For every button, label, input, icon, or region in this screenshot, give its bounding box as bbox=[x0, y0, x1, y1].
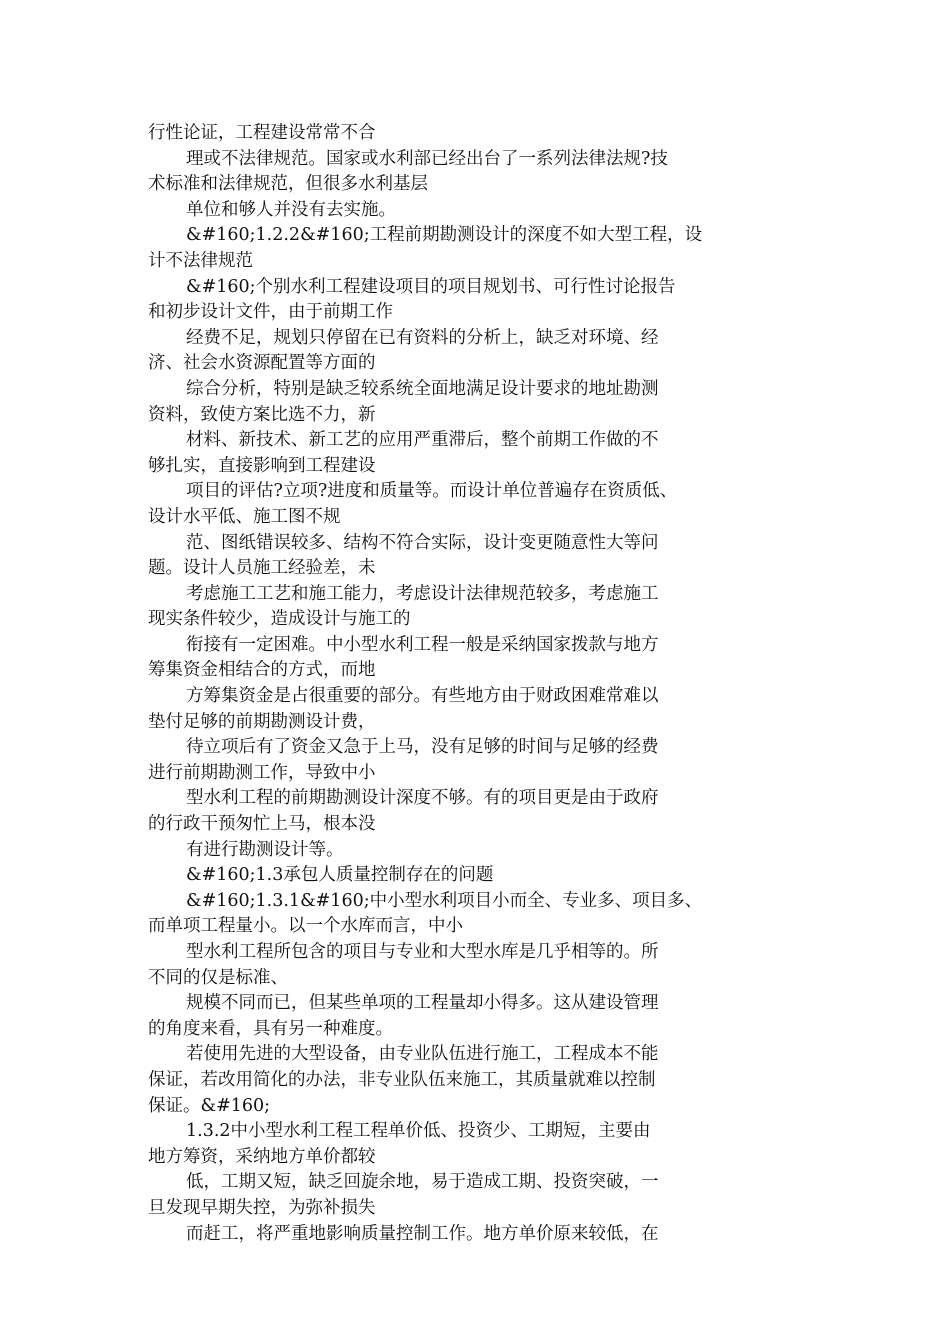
document-body bbox=[148, 121, 808, 1247]
text-line: 现实条件较少，造成设计与施工的 bbox=[148, 609, 411, 630]
paragraph bbox=[148, 377, 808, 428]
paragraph bbox=[148, 940, 808, 991]
text-line: 设计水平低、施工图不规 bbox=[148, 506, 341, 527]
text-line: 题。设计人员施工经验差，未 bbox=[148, 558, 376, 579]
paragraph bbox=[148, 326, 808, 377]
paragraph bbox=[148, 838, 808, 864]
paragraph bbox=[148, 1222, 808, 1248]
text-line: 衔接有一定困难。中小型水利工程一般是采纳国家拨款与地方 bbox=[186, 634, 659, 655]
paragraph bbox=[148, 1170, 808, 1221]
paragraph bbox=[148, 991, 808, 1042]
text-line: 垫付足够的前期勘测设计费， bbox=[148, 711, 376, 732]
text-line: 保证，若改用简化的办法，非专业队伍来施工，其质量就难以控制 bbox=[148, 1069, 656, 1090]
text-line: 低，工期又短，缺乏回旋余地，易于造成工期、投资突破，一 bbox=[186, 1172, 659, 1193]
paragraph bbox=[148, 786, 808, 837]
paragraph bbox=[148, 863, 808, 889]
text-line: 术标准和法律规范，但很多水利基层 bbox=[148, 174, 428, 195]
paragraph bbox=[148, 531, 808, 582]
text-line: 规模不同而已，但某些单项的工程量却小得多。这从建设管理 bbox=[186, 993, 659, 1014]
text-line: 旦发现早期失控，为弥补损失 bbox=[148, 1197, 376, 1218]
paragraph bbox=[148, 275, 808, 326]
text-line: 待立项后有了资金又急于上马，没有足够的时间与足够的经费 bbox=[186, 737, 659, 758]
paragraph bbox=[148, 684, 808, 735]
paragraph bbox=[148, 223, 808, 274]
text-line: 1.3.2中小型水利工程工程单价低、投资少、工期短，主要由 bbox=[186, 1121, 651, 1142]
text-line: 考虑施工工艺和施工能力，考虑设计法律规范较多，考虑施工 bbox=[186, 583, 659, 604]
text-line: 项目的评估?立项?进度和质量等。而设计单位普遍存在资质低、 bbox=[186, 481, 678, 502]
text-line: 保证。&#160; bbox=[148, 1095, 271, 1116]
text-line: 方筹集资金是占很重要的部分。有些地方由于财政困难常难以 bbox=[186, 686, 659, 707]
text-line: 的行政干预匆忙上马，根本没 bbox=[148, 814, 376, 835]
text-line: 行性论证，工程建设常常不合 bbox=[148, 123, 376, 143]
text-line: 有进行勘测设计等。 bbox=[186, 839, 344, 860]
text-line: 经费不足，规划只停留在已有资料的分析上，缺乏对环境、经 bbox=[186, 327, 659, 348]
text-line: &#160;1.3承包人质量控制存在的问题 bbox=[186, 865, 494, 886]
text-line: 型水利工程所包含的项目与专业和大型水库是几乎相等的。所 bbox=[186, 942, 659, 962]
text-line: 济、社会水资源配置等方面的 bbox=[148, 353, 376, 374]
text-line: 够扎实，直接影响到工程建设 bbox=[148, 455, 376, 476]
text-line: 而赶工，将严重地影响质量控制工作。地方单价原来较低，在 bbox=[186, 1223, 659, 1244]
paragraph bbox=[148, 147, 808, 198]
text-line: 资料，致使方案比选不力，新 bbox=[148, 404, 376, 425]
text-line: 综合分析，特别是缺乏较系统全面地满足设计要求的地址勘测 bbox=[186, 378, 659, 399]
paragraph bbox=[148, 428, 808, 479]
paragraph bbox=[148, 479, 808, 530]
paragraph bbox=[148, 121, 808, 147]
paragraph bbox=[148, 1042, 808, 1119]
paragraph bbox=[148, 1119, 808, 1170]
text-line: 的角度来看，具有另一种难度。 bbox=[148, 1018, 393, 1039]
text-line: 和初步设计文件，由于前期工作 bbox=[148, 302, 393, 323]
text-line: &#160;1.3.1&#160;中小型水利项目小而全、专业多、项目多、 bbox=[186, 890, 703, 911]
text-line: &#160;1.2.2&#160;工程前期勘测设计的深度不如大型工程，设 bbox=[186, 225, 703, 246]
text-line: 而单项工程量小。以一个水库而言，中小 bbox=[148, 916, 463, 937]
text-line: 单位和够人并没有去实施。 bbox=[186, 199, 396, 220]
text-line: 地方筹资，采纳地方单价都较 bbox=[148, 1146, 376, 1167]
text-line: 筹集资金相结合的方式，而地 bbox=[148, 660, 376, 681]
text-line: 不同的仅是标准、 bbox=[148, 967, 288, 988]
text-line: 型水利工程的前期勘测设计深度不够。有的项目更是由于政府 bbox=[186, 788, 659, 809]
paragraph bbox=[148, 889, 808, 940]
text-line: 理或不法律规范。国家或水利部已经出台了一系列法律法规?技 bbox=[186, 148, 668, 169]
text-line: 范、图纸错误较多、结构不符合实际，设计变更随意性大等问 bbox=[186, 532, 659, 553]
text-line: &#160;个别水利工程建设项目的项目规划书、可行性讨论报告 bbox=[186, 276, 676, 297]
text-line: 材料、新技术、新工艺的应用严重滞后，整个前期工作做的不 bbox=[186, 430, 659, 451]
paragraph bbox=[148, 582, 808, 633]
text-line: 计不法律规范 bbox=[148, 250, 253, 271]
text-line: 进行前期勘测工作，导致中小 bbox=[148, 762, 376, 783]
paragraph bbox=[148, 735, 808, 786]
paragraph bbox=[148, 198, 808, 224]
text-line: 若使用先进的大型设备，由专业队伍进行施工，工程成本不能 bbox=[186, 1044, 659, 1065]
paragraph bbox=[148, 633, 808, 684]
